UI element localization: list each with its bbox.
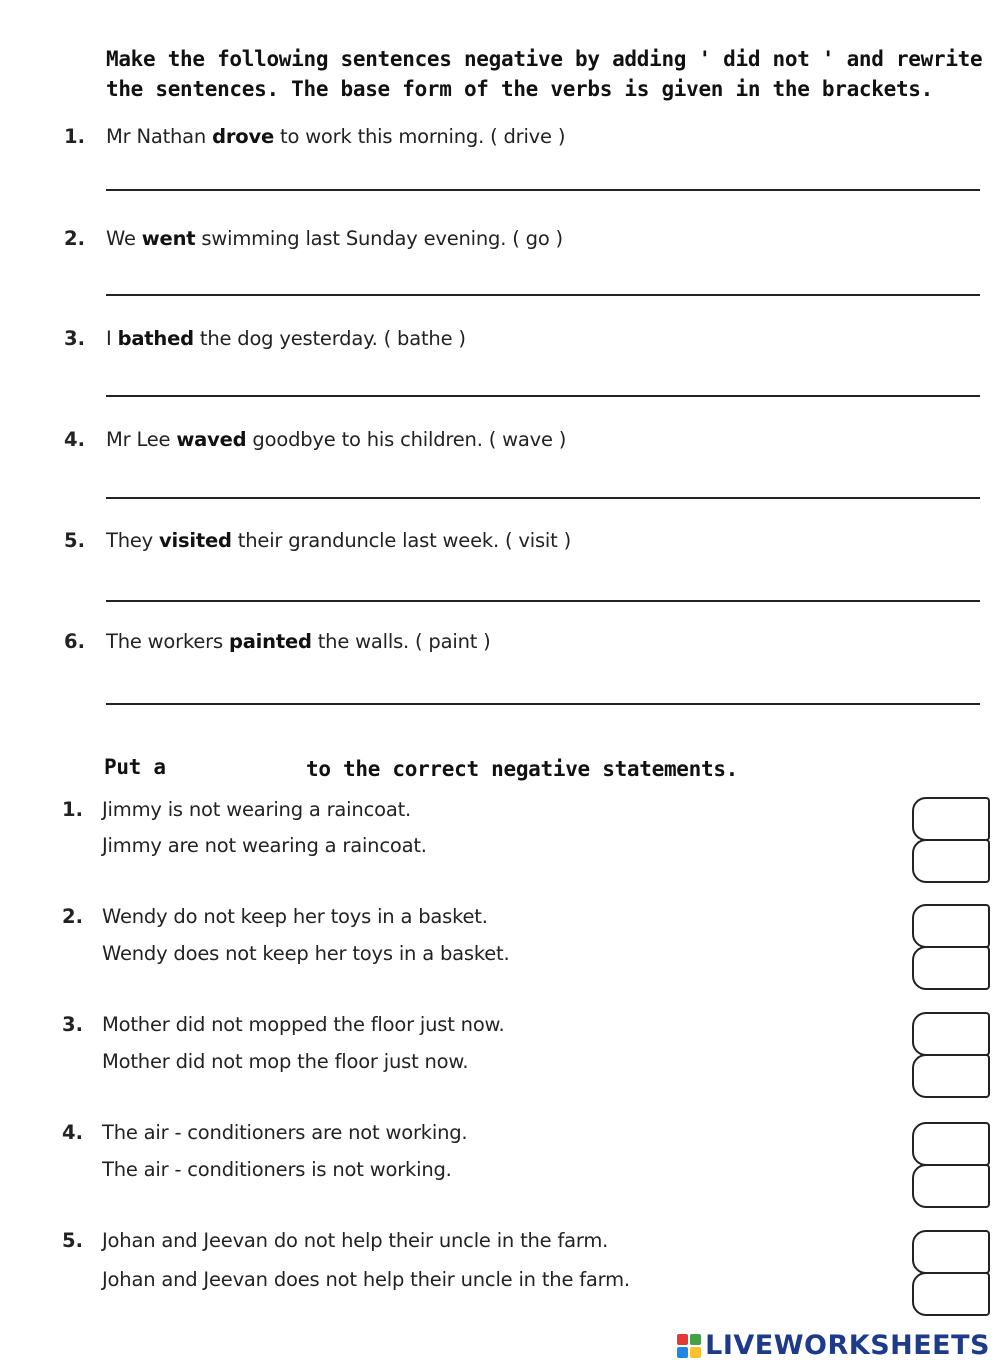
item-verb: went bbox=[141, 227, 196, 250]
item-verb: bathed bbox=[117, 327, 194, 350]
choice-option-b: Mother did not mop the floor just now. bbox=[102, 1050, 469, 1073]
answer-line-6[interactable] bbox=[106, 703, 980, 705]
answer-box[interactable] bbox=[912, 1164, 990, 1208]
item-sentence: Mr Nathan drove to work this morning. ( drive ) bbox=[106, 125, 566, 148]
choice-option-b: Jimmy are not wearing a raincoat. bbox=[102, 834, 427, 857]
liveworksheets-logo bbox=[677, 1330, 990, 1361]
item-number: 4. bbox=[64, 428, 85, 451]
item-number: 3. bbox=[64, 327, 85, 350]
choice-option-b: Wendy does not keep her toys in a basket. bbox=[102, 942, 510, 965]
section1-instruction-line2: the sentences. The base form of the verbs is given in the brackets. bbox=[106, 77, 933, 101]
choice-option-b: Johan and Jeevan does not help their uncle in the farm. bbox=[102, 1268, 630, 1291]
item-verb: waved bbox=[176, 428, 247, 451]
item-number: 5. bbox=[62, 1229, 83, 1252]
liveworksheets-icon bbox=[677, 1334, 701, 1358]
item-sentence: The workers painted the walls. ( paint ) bbox=[106, 630, 491, 653]
choice-option-a: Wendy do not keep her toys in a basket. bbox=[102, 905, 488, 928]
item-verb: painted bbox=[228, 630, 312, 653]
item-sentence: They visited their granduncle last week. ( visit ) bbox=[106, 529, 571, 552]
answer-line-2[interactable] bbox=[106, 294, 980, 296]
choice-option-a: The air - conditioners are not working. bbox=[102, 1121, 468, 1144]
item-number: 1. bbox=[62, 798, 83, 821]
section1-instruction-line1: Make the following sentences negative by adding ' did not ' and rewrite bbox=[106, 47, 983, 71]
answer-box[interactable] bbox=[912, 839, 990, 883]
answer-box[interactable] bbox=[912, 1230, 990, 1274]
choice-option-a: Jimmy is not wearing a raincoat. bbox=[102, 798, 412, 821]
answer-box[interactable] bbox=[912, 904, 990, 948]
item-sentence: Mr Lee waved goodbye to his children. ( wave ) bbox=[106, 428, 567, 451]
answer-box[interactable] bbox=[912, 1272, 990, 1316]
item-number: 2. bbox=[64, 227, 85, 250]
item-number: 5. bbox=[64, 529, 85, 552]
answer-box[interactable] bbox=[912, 797, 990, 841]
answer-box[interactable] bbox=[912, 1012, 990, 1056]
answer-line-5[interactable] bbox=[106, 600, 980, 602]
item-verb: drove bbox=[212, 125, 275, 148]
item-number: 3. bbox=[62, 1013, 83, 1036]
answer-line-3[interactable] bbox=[106, 395, 980, 397]
answer-box[interactable] bbox=[912, 1054, 990, 1098]
liveworksheets-wordmark: LIVEWORKSHEETS bbox=[705, 1330, 990, 1361]
item-number: 4. bbox=[62, 1121, 83, 1144]
answer-line-1[interactable] bbox=[106, 189, 980, 191]
choice-option-a: Mother did not mopped the floor just now. bbox=[102, 1013, 505, 1036]
item-sentence: I bathed the dog yesterday. ( bathe ) bbox=[106, 327, 466, 350]
item-number: 1. bbox=[64, 125, 85, 148]
answer-box[interactable] bbox=[912, 1122, 990, 1166]
section2-instruction-part1: Put a bbox=[104, 755, 166, 779]
item-number: 6. bbox=[64, 630, 85, 653]
choice-option-b: The air - conditioners is not working. bbox=[102, 1158, 452, 1181]
item-number: 2. bbox=[62, 905, 83, 928]
answer-line-4[interactable] bbox=[106, 497, 980, 499]
item-verb: visited bbox=[159, 529, 232, 552]
answer-box[interactable] bbox=[912, 946, 990, 990]
item-sentence: We went swimming last Sunday evening. ( go ) bbox=[106, 227, 563, 250]
section2-instruction-part2: to the correct negative statements. bbox=[306, 757, 739, 781]
choice-option-a: Johan and Jeevan do not help their uncle in the farm. bbox=[102, 1229, 609, 1252]
